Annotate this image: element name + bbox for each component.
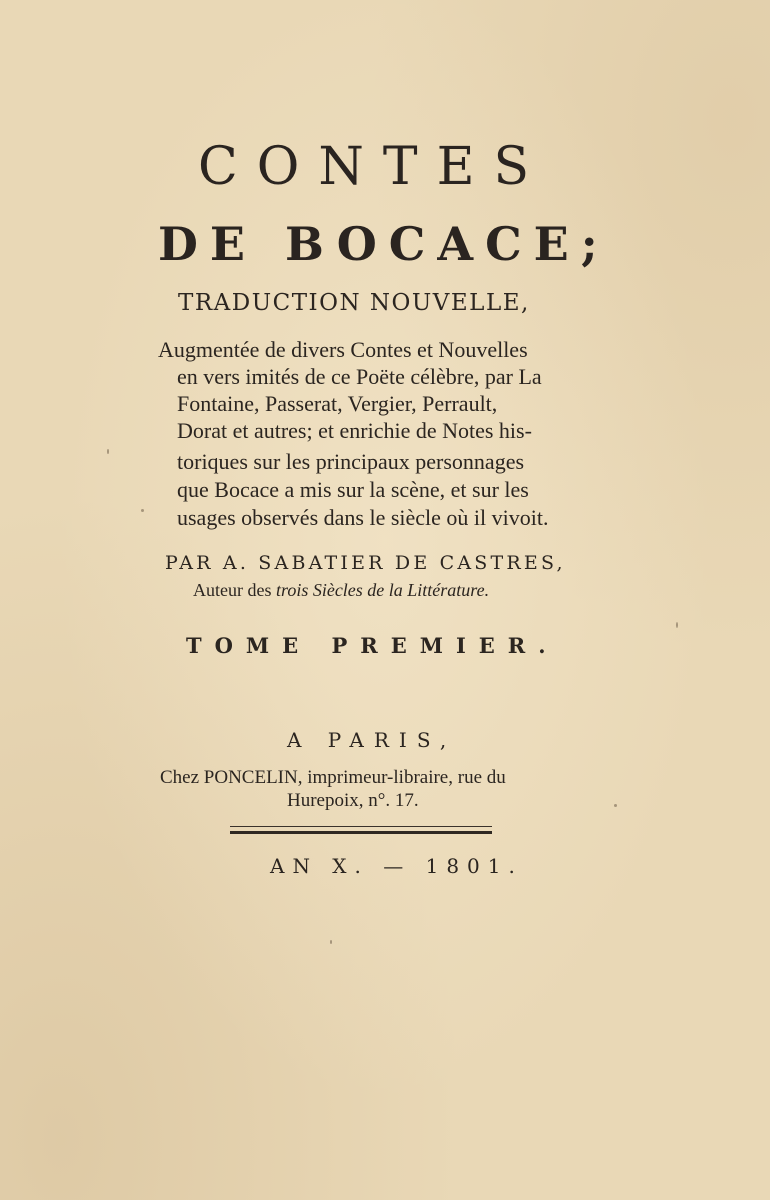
divider-rule-thin [230,826,492,827]
imprint-publisher-line-2: Hurepoix, n°. 17. [287,790,419,811]
imprint-date: AN X. — 1801. [270,854,523,878]
subtitle: TRADUCTION NOUVELLE, [178,290,530,316]
imprint-publisher-line-1: Chez PONCELIN, imprimeur-libraire, rue du [160,767,506,788]
author-credit-work: trois Siècles de la Littérature. [275,580,490,600]
paper-speck [676,622,678,628]
description-line: Fontaine, Passerat, Vergier, Perrault, [177,391,498,416]
author-credit-prefix: Auteur des [193,580,276,600]
divider-rule-thick [230,831,492,834]
imprint-place: A PARIS, [287,728,457,752]
volume-label: TOME PREMIER. [186,633,559,658]
author-line: PAR A. SABATIER DE CASTRES, [165,552,566,574]
paper-speck [107,449,109,454]
paper-speck [141,509,144,512]
description-line: usages observés dans le siècle où il vivoit. [177,505,549,530]
description-line: Augmentée de divers Contes et Nouvelles [158,337,528,362]
paper-speck [614,804,617,807]
description-line: que Bocace a mis sur la scène, et sur les [177,477,529,502]
description-line: toriques sur les principaux personnages [177,449,525,474]
description-line: Dorat et autres; et enrichie de Notes his- [177,418,532,443]
paper-speck [330,940,332,944]
title-line-1: CONTES [198,137,549,197]
description-line: en vers imités de ce Poëte célèbre, par La [177,364,542,389]
title-line-2: DE BOCACE; [158,217,610,271]
author-credit [193,577,489,603]
